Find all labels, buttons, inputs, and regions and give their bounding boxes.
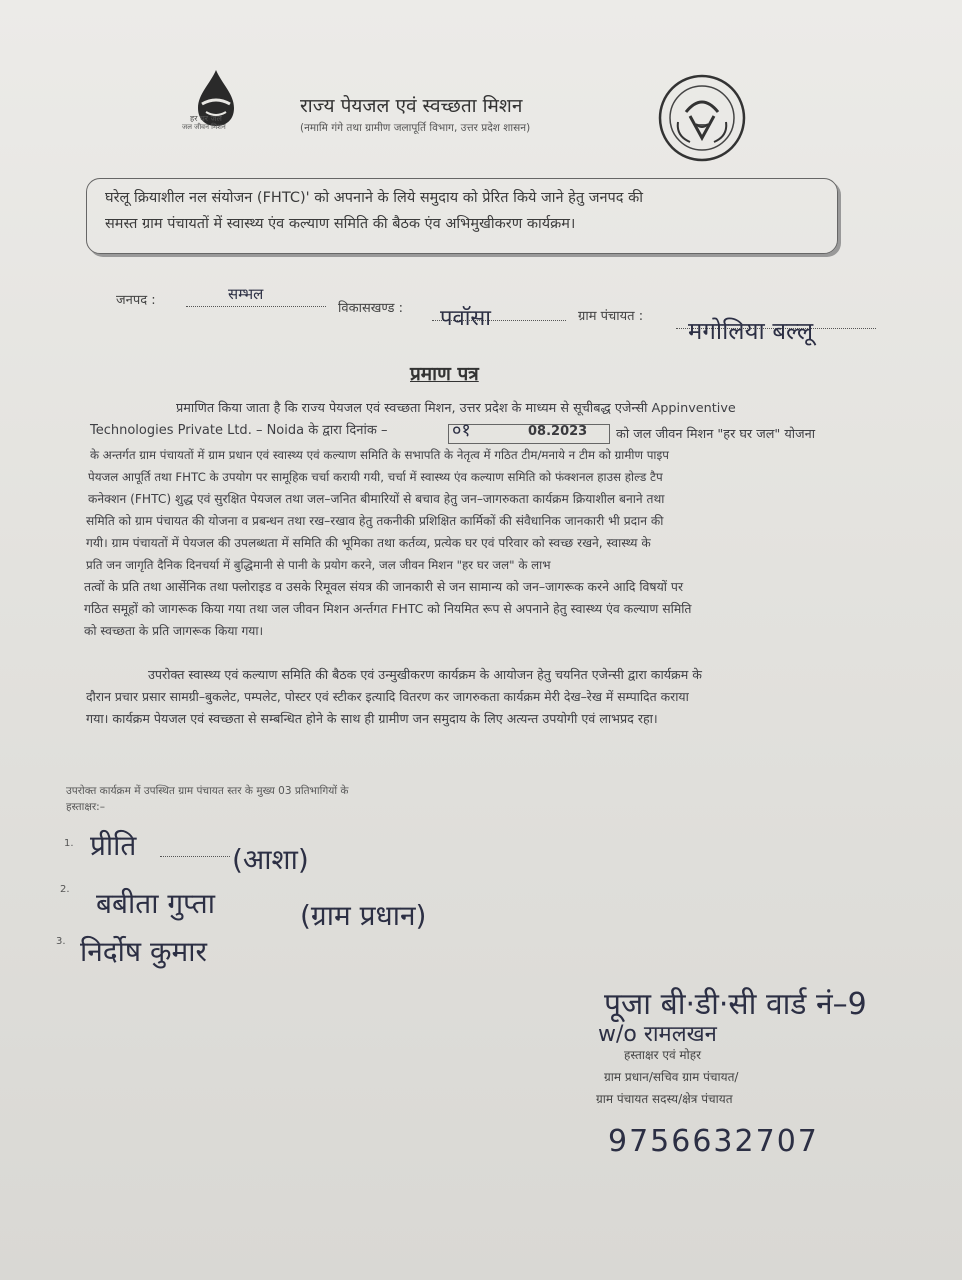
organization-subtitle: (नमामि गंगे तथा ग्रामीण जलापूर्ति विभाग, उत्तर प्रदेश शासन): [300, 122, 531, 134]
para1-line-9: तत्वों के प्रति तथा आर्सेनिक तथा फ्लोराइड व उसके रिमूवल संयत्र की जानकारी से जन सामान्य को जन–जागरूक करने आदि विषयों पर: [84, 579, 684, 594]
representatives-intro: उपरोक्त कार्यक्रम में उपस्थित ग्राम पंचायत स्तर के मुख्य 03 प्रतिभागियों के: [66, 785, 349, 797]
para1-line-4: पेयजल आपूर्ति तथा FHTC के उपयोग पर सामूहिक चर्चा करायी गयी, चर्चा में स्वास्थ्य एंव कल्याण समिति को फंक्शनल हाउस होल्ड टैप: [88, 470, 663, 484]
water-drop-icon: [180, 66, 260, 146]
date-handwritten-day: ०१: [452, 420, 471, 441]
certificate-title: प्रमाण पत्र: [410, 363, 479, 385]
vikaskhand-label: विकासखण्ड :: [338, 301, 404, 316]
vikaskhand-value: पवॉसा: [440, 306, 491, 331]
organization-title: राज्य पेयजल एवं स्वच्छता मिशन: [300, 95, 523, 117]
para2-line-1: उपरोक्त स्वास्थ्य एवं कल्याण समिति की बैठक एवं उन्मुखीकरण कार्यक्रम के आयोजन हेतु चयनित एजेन्सी द्वारा कार्यक्रम के: [148, 667, 702, 682]
para1-line-7: गयी। ग्राम पंचायतों में पेयजल की उपलब्धता में समिति की भूमिका तथा कर्तव्य, प्रत्येक घर एवं परिवार को स्वच्छ रखने, स्वास्थ्य के: [86, 536, 651, 550]
gram-panchayat-value: मगोलिया बल्लू: [688, 317, 814, 345]
para1-line-8: प्रति जन जागृति दैनिक दिनचर्या में बुद्धिमानी से पानी के प्रयोग करने, जल जीवन मिशन "हर घर जल" के लाभ: [86, 558, 551, 572]
para1-line-5: कनेक्शन (FHTC) शुद्ध एवं सुरक्षित पेयजल तथा जल–जनित बीमारियों से बचाव हेतु जन–जागरुकता कार्यक्रम क्रियाशील बनाने तथा: [88, 492, 665, 506]
signatory-name: पूजा बी·डी·सी वार्ड नं–9: [604, 987, 867, 1022]
program-banner: [86, 178, 838, 254]
designation-label-2: ग्राम पंचायत सदस्य/क्षेत्र पंचायत: [596, 1092, 733, 1106]
para1-line-1: प्रमाणित किया जाता है कि राज्य पेयजल एवं स्वच्छता मिशन, उत्तर प्रदेश के माध्यम से सूचीबद्ध एजेन्सी Appinventive: [176, 401, 736, 416]
rep-2-name: बबीता गुप्ता: [96, 887, 215, 920]
up-government-emblem: [656, 72, 748, 164]
para1-line-10: गठित समूहों को जागरूक किया गया तथा जल जीवन मिशन अर्न्तगत FHTC को नियमित रूप से अपनाने हेतु स्वास्थ्य एंव कल्याण समिति: [84, 601, 692, 616]
banner-line-2: समस्त ग्राम पंचायतों में स्वास्थ्य एंव कल्याण समिति की बैठक एंव अभिमुखीकरण कार्यक्रम।: [105, 216, 576, 232]
representatives-signature-label: हस्ताक्षर:–: [66, 801, 105, 813]
para1-line-11: को स्वच्छता के प्रति जागरूक किया गया।: [84, 624, 264, 638]
har-ghar-jal-logo: [180, 66, 260, 146]
phone-number: 9756632707: [608, 1124, 819, 1159]
emblem-icon: [656, 72, 748, 164]
rep-1-number: 1.: [64, 838, 74, 849]
logo-caption-2: जल जीवन मिशन: [182, 123, 226, 131]
signatory-relation: w/o रामलखन: [598, 1022, 717, 1047]
gram-panchayat-label: ग्राम पंचायत :: [578, 309, 644, 324]
logo-caption-1: हर घर जल: [190, 114, 222, 123]
rep-2-role: (ग्राम प्रधान): [300, 899, 427, 932]
signature-seal-label: हस्ताक्षर एवं मोहर: [624, 1048, 702, 1062]
para1-line-6: समिति को ग्राम पंचायत की योजना व प्रबन्धन तथा रख–रखाव हेतु तकनीकी प्रशिक्षित कार्मिकों की संवैधानिक जानकारी भी प्रदान की: [86, 514, 664, 528]
janpad-value: सम्भल: [228, 285, 264, 303]
rep-2-number: 2.: [60, 884, 70, 895]
para1-line-2a: Technologies Private Ltd. – Noida के द्वारा दिनांक –: [90, 423, 388, 438]
rep-1-role: (आशा): [232, 843, 309, 876]
rep-3-number: 3.: [56, 936, 66, 947]
para1-line-2b: को जल जीवन मिशन "हर घर जल" योजना: [616, 427, 816, 442]
designation-label-1: ग्राम प्रधान/सचिव ग्राम पंचायत/: [604, 1070, 739, 1084]
para2-line-2: दौरान प्रचार प्रसार सामग्री–बुकलेट, पम्पलेट, पोस्टर एवं स्टीकर इत्यादि वितरण कर जागरुकता कार्यक्रम मेरी देख–रेख में सम्पादित कराया: [86, 689, 689, 704]
para2-line-3: गया। कार्यक्रम पेयजल एवं स्वच्छता से सम्बन्धित होने के साथ ही ग्रामीण जन समुदाय के लिए अत्यन्त उपयोगी एवं लाभप्रद रहा।: [86, 711, 658, 726]
rep-1-name: प्रीति: [90, 829, 137, 862]
para1-line-3: के अन्तर्गत ग्राम पंचायतों में ग्राम प्रधान एवं स्वास्थ्य एवं कल्याण समिति के सभापति के नेतृत्व में गठित टीम/मनाये न टीम को ग्रामीण पाइप: [90, 448, 669, 462]
banner-line-1: घरेलू क्रियाशील नल संयोजन (FHTC)' को अपनाने के लिये समुदाय को प्रेरित किये जाने हेतु जनपद की: [105, 190, 643, 206]
janpad-label: जनपद :: [116, 293, 156, 308]
date-value: 08.2023: [528, 424, 588, 439]
rep-3-name: निर्दोष कुमार: [80, 935, 207, 968]
rep-1-dash: [160, 854, 230, 857]
